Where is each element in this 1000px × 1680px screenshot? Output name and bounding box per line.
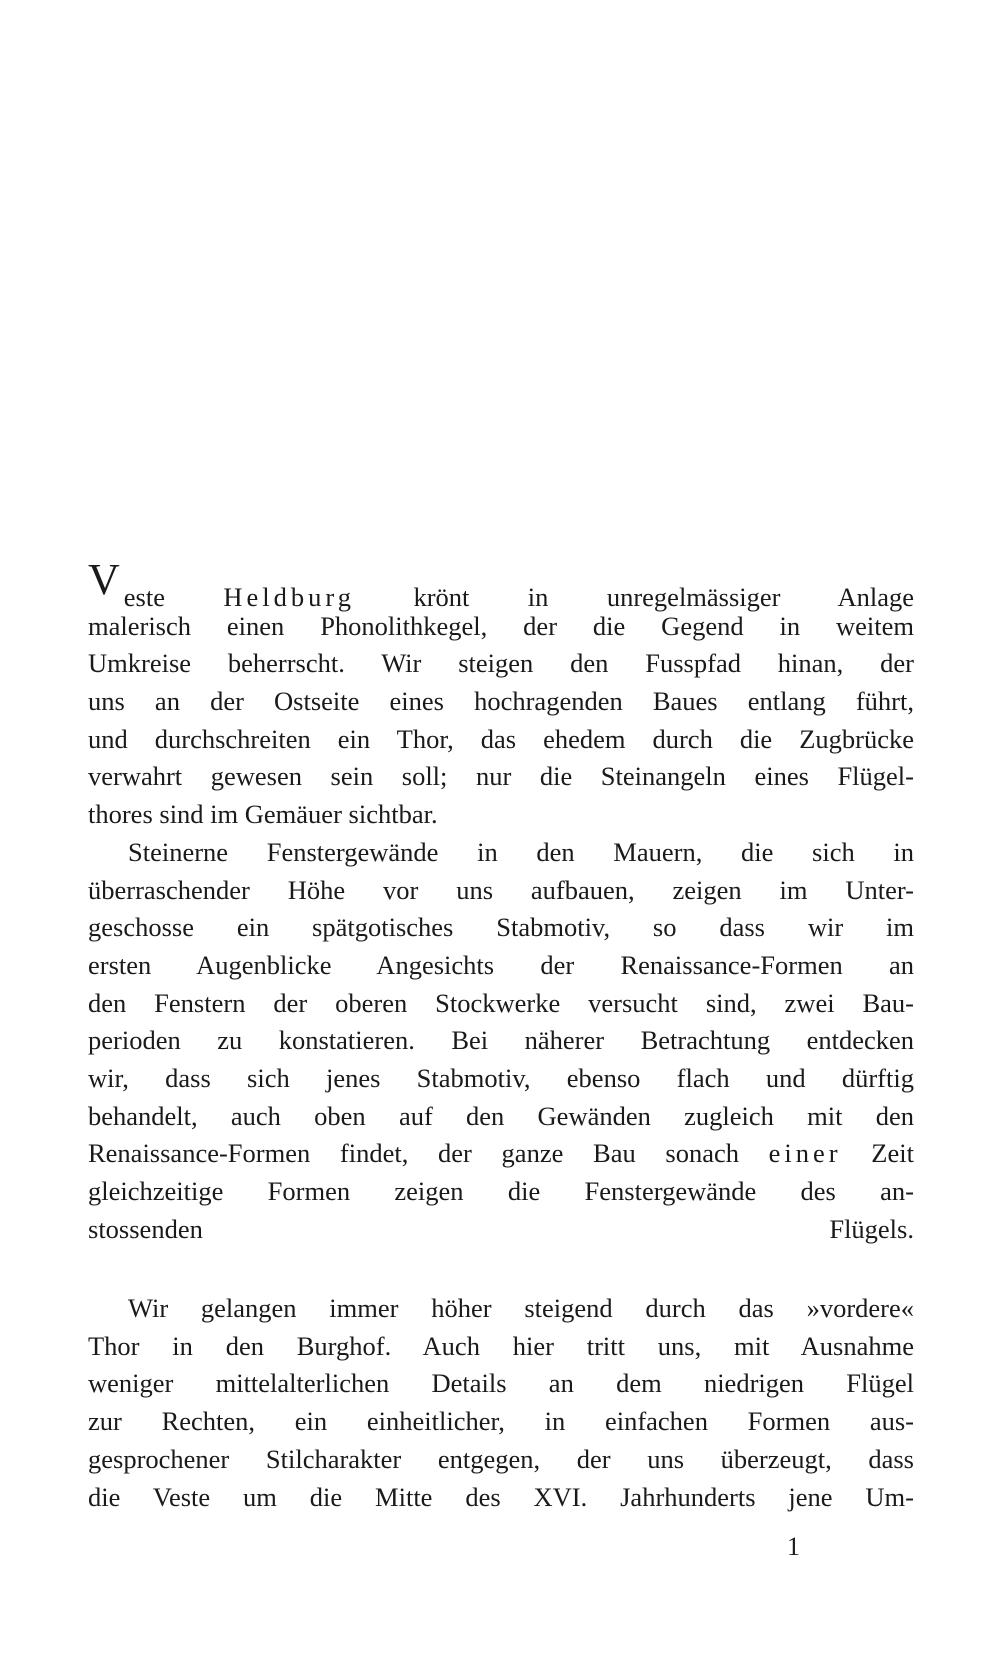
text-line: malerisch einen Phonolithkegel, der die Gegend in weitem <box>88 610 914 641</box>
text-line: wir, dass sich jenes Stabmotiv, ebenso flach und dürftig <box>88 1062 914 1093</box>
opening-text-after: krönt in unregelmässiger Anlage <box>355 582 914 612</box>
text-line: behandelt, auch oben auf den Gewänden zugleich mit den <box>88 1100 914 1131</box>
text-line: zur Rechten, ein einheitlicher, in einfachen Formen aus- <box>88 1406 914 1437</box>
text-line-opening <box>88 555 914 612</box>
text-line: weniger mittelalterlichen Details an dem niedrigen Flügel <box>88 1368 914 1399</box>
spaced-word: einer <box>768 1138 842 1169</box>
text-line-last <box>88 1248 914 1286</box>
text-line: Umkreise beherrscht. Wir steigen den Fusspfad hinan, der <box>88 648 914 679</box>
text-line: Thor in den Burghof. Auch hier tritt uns, mit Ausnahme <box>88 1330 914 1361</box>
text-line: uns an der Ostseite eines hochragenden Baues entlang führt, <box>88 686 914 717</box>
text-line: stossenden Flügels. <box>88 1213 914 1244</box>
spaced-place-name: Heldburg <box>223 582 356 612</box>
line-text-before: Renaissance-Formen findet, der ganze Bau sonach <box>88 1138 769 1169</box>
text-line: und durchschreiten ein Thor, das ehedem durch die Zugbrücke <box>88 723 914 754</box>
line-text-after: Zeit <box>841 1138 914 1169</box>
text-line-first: Steinerne Fenstergewände in den Mauern, die sich in <box>128 836 914 867</box>
drop-cap-initial: V <box>88 555 120 604</box>
text-line-last: thores sind im Gemäuer sichtbar. <box>88 799 438 830</box>
text-line: perioden zu konstatieren. Bei näherer Betrachtung entdecken <box>88 1025 914 1056</box>
page-number: 1 <box>787 1532 800 1561</box>
text-line: den Fenstern der oberen Stockwerke versucht sind, zwei Bau- <box>88 987 914 1018</box>
text-line-spaced <box>88 1135 914 1173</box>
opening-text-before: este <box>123 582 224 612</box>
page-body <box>88 555 914 1516</box>
text-line: geschosse ein spätgotisches Stabmotiv, so dass wir im <box>88 912 914 943</box>
text-line: gleichzeitige Formen zeigen die Fenstergewände des an- <box>88 1176 914 1206</box>
text-line: die Veste um die Mitte des XVI. Jahrhunderts jene Um- <box>88 1481 914 1512</box>
paragraph-3 <box>88 1290 914 1516</box>
text-line: gesprochener Stilcharakter entgegen, der uns überzeugt, dass <box>88 1443 914 1474</box>
paragraph-2 <box>88 834 914 1286</box>
paragraph-1 <box>88 555 914 834</box>
text-line-first: Wir gelangen immer höher steigend durch das »vordere« <box>128 1293 914 1324</box>
text-line: verwahrt gewesen sein soll; nur die Steinangeln eines Flügel- <box>88 761 914 792</box>
text-line: ersten Augenblicke Angesichts der Renaissance-Formen an <box>88 949 914 980</box>
text-line: überraschender Höhe vor uns aufbauen, zeigen im Unter- <box>88 874 914 905</box>
